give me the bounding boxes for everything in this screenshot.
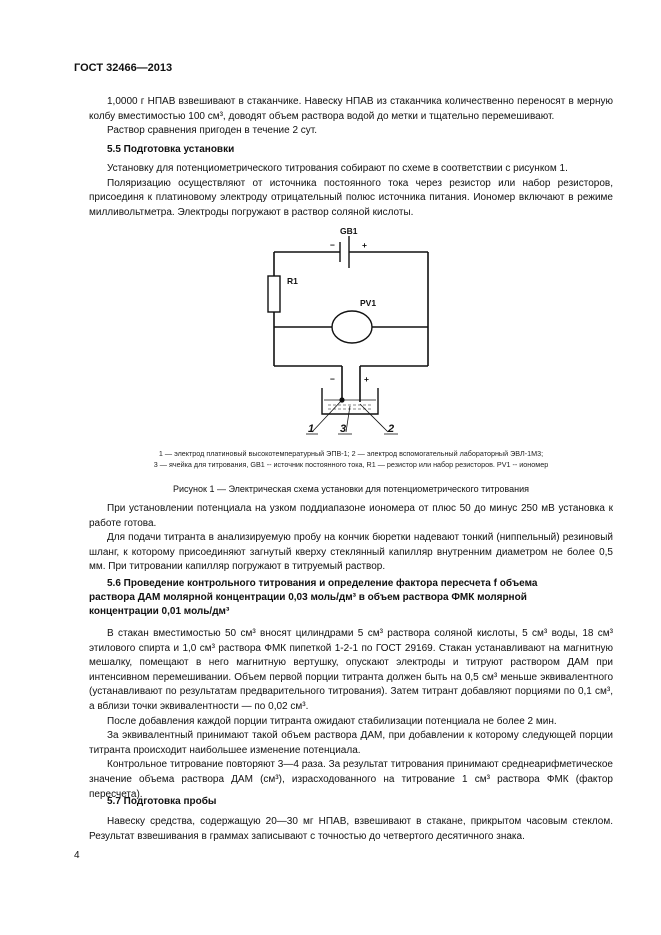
figure-legend [89,448,613,471]
text-block-3 [89,502,613,575]
label-minus-cell: − [330,374,335,384]
paragraph: Раствор сравнения пригоден в течение 2 сут. [107,125,318,137]
paragraph: 1,0000 г НПАВ взвешивают в стаканчике. Навеску НПАВ из стаканчика количественно переносят в мерную колбу вместимостью 100 см³, доводят объем раствора водой до метки и тщательно перемешивают. [89,96,613,122]
label-pv1: PV1 [360,298,377,308]
section-5-7 [89,795,613,844]
label-plus-top: + [362,240,367,250]
document-header: ГОСТ 32466—2013 [74,62,173,74]
paragraph: За эквивалентный принимают такой объем раствора ДАМ, при добавлении к которому следующей порции титранта происходит наибольшее изменение потенциала. [89,730,613,756]
paragraph: В стакан вместимостью 50 см³ вносят цилиндрами 5 см³ раствора соляной кислоты, 5 см³ воды, 18 см³ этилового спирта и 1,0 см³ раствора ФМК пипеткой 1-2-1 по ГОСТ 29169. Стакан устанавливают на магнитную мешалку, помещают в него магнитную вертушку, опускают электроды и титруют раствором ДАМ при интенсивном перемешивании. Объем первой порции титранта должен быть на 0,5 см³ меньше эквивалентного (устанавливают по результатам предварительного титрования). Затем титрант добавляют порциями по 0,1 см³, а вблизи точки эквивалентности — по 0,02 см³. [89,628,613,712]
section-5-5 [89,143,613,220]
text-block-1 [89,95,613,139]
paragraph: Установку для потенциометрического титрования собирают по схеме в соответствии с рисунком 1. [107,163,568,174]
paragraph: После добавления каждой порции титранта ожидают стабилизации потенциала не более 2 мин. [107,715,557,727]
label-plus-cell: + [364,374,369,384]
figure-caption: Рисунок 1 — Электрическая схема установки для потенциометрического титрования [173,484,529,494]
section-title: 5.7 Подготовка пробы [107,796,217,807]
section-title: раствора ДАМ молярной концентрации 0,03 моль/дм³ в объем раствора ФМК молярной [89,592,527,603]
paragraph: Навеску средства, содержащую 20—30 мг НПАВ, взвешивают в стакане, прикрытом часовым стеклом. Результат взвешивания в граммах записывают с точностью до четвертого десятичного знака. [89,816,613,842]
section-title: концентрации 0,01 моль/дм³ [89,606,230,617]
label-1: 1 [308,423,315,435]
section-title: 5.5 Подготовка установки [107,144,235,155]
paragraph: При установлении потенциала на узком поддиапазоне иономера от плюс 50 до минус 250 мВ установка к работе готова. [89,503,613,529]
circuit-diagram [250,222,450,444]
label-2: 2 [388,423,395,435]
label-3: 3 [340,423,347,435]
label-r1: R1 [287,276,298,286]
section-title: 5.6 Проведение контрольного титрования и определение фактора пересчета f объема [107,578,538,589]
paragraph: Для подачи титранта в анализируемую пробу на кончик бюретки надевают тонкий (ниппельный) резиновый шланг, к которому присоединяют загнутый кверху стеклянный капилляр внутренним диаметром не более 0,5 мм. При титровании капилляр погружают в титруемый раствор. [89,532,613,573]
page-number: 4 [74,850,80,861]
legend-line: 3 — ячейка для титрования, GB1 -- источник постоянного тока, R1 — резистор или набор резисторов. PV1 -- иономер [153,460,549,470]
paragraph: Контрольное титрование повторяют 3—4 раза. За результат титрования принимают среднеарифметическое значение объема раствора ДАМ (см³), израсходованного на титрование 1 см³ раствора ФМК (фактор пересчета). [89,759,613,800]
paragraph: Поляризацию осуществляют от источника постоянного тока через резистор или набор резисторов, присоединя к платиновому электроду отрицательный полюс источника питания. Иономер включают в режиме милливольтметра. Электроды погружают в раствор соляной кислоты. [89,177,613,218]
legend-line: 1 — электрод платиновый высокотемпературный ЭПВ-1; 2 — электрод вспомогательный лабораторный ЭВЛ-1М3; [158,449,544,458]
label-minus-top: − [330,240,335,250]
label-gb1: GB1 [340,226,358,236]
section-5-6 [89,577,613,802]
